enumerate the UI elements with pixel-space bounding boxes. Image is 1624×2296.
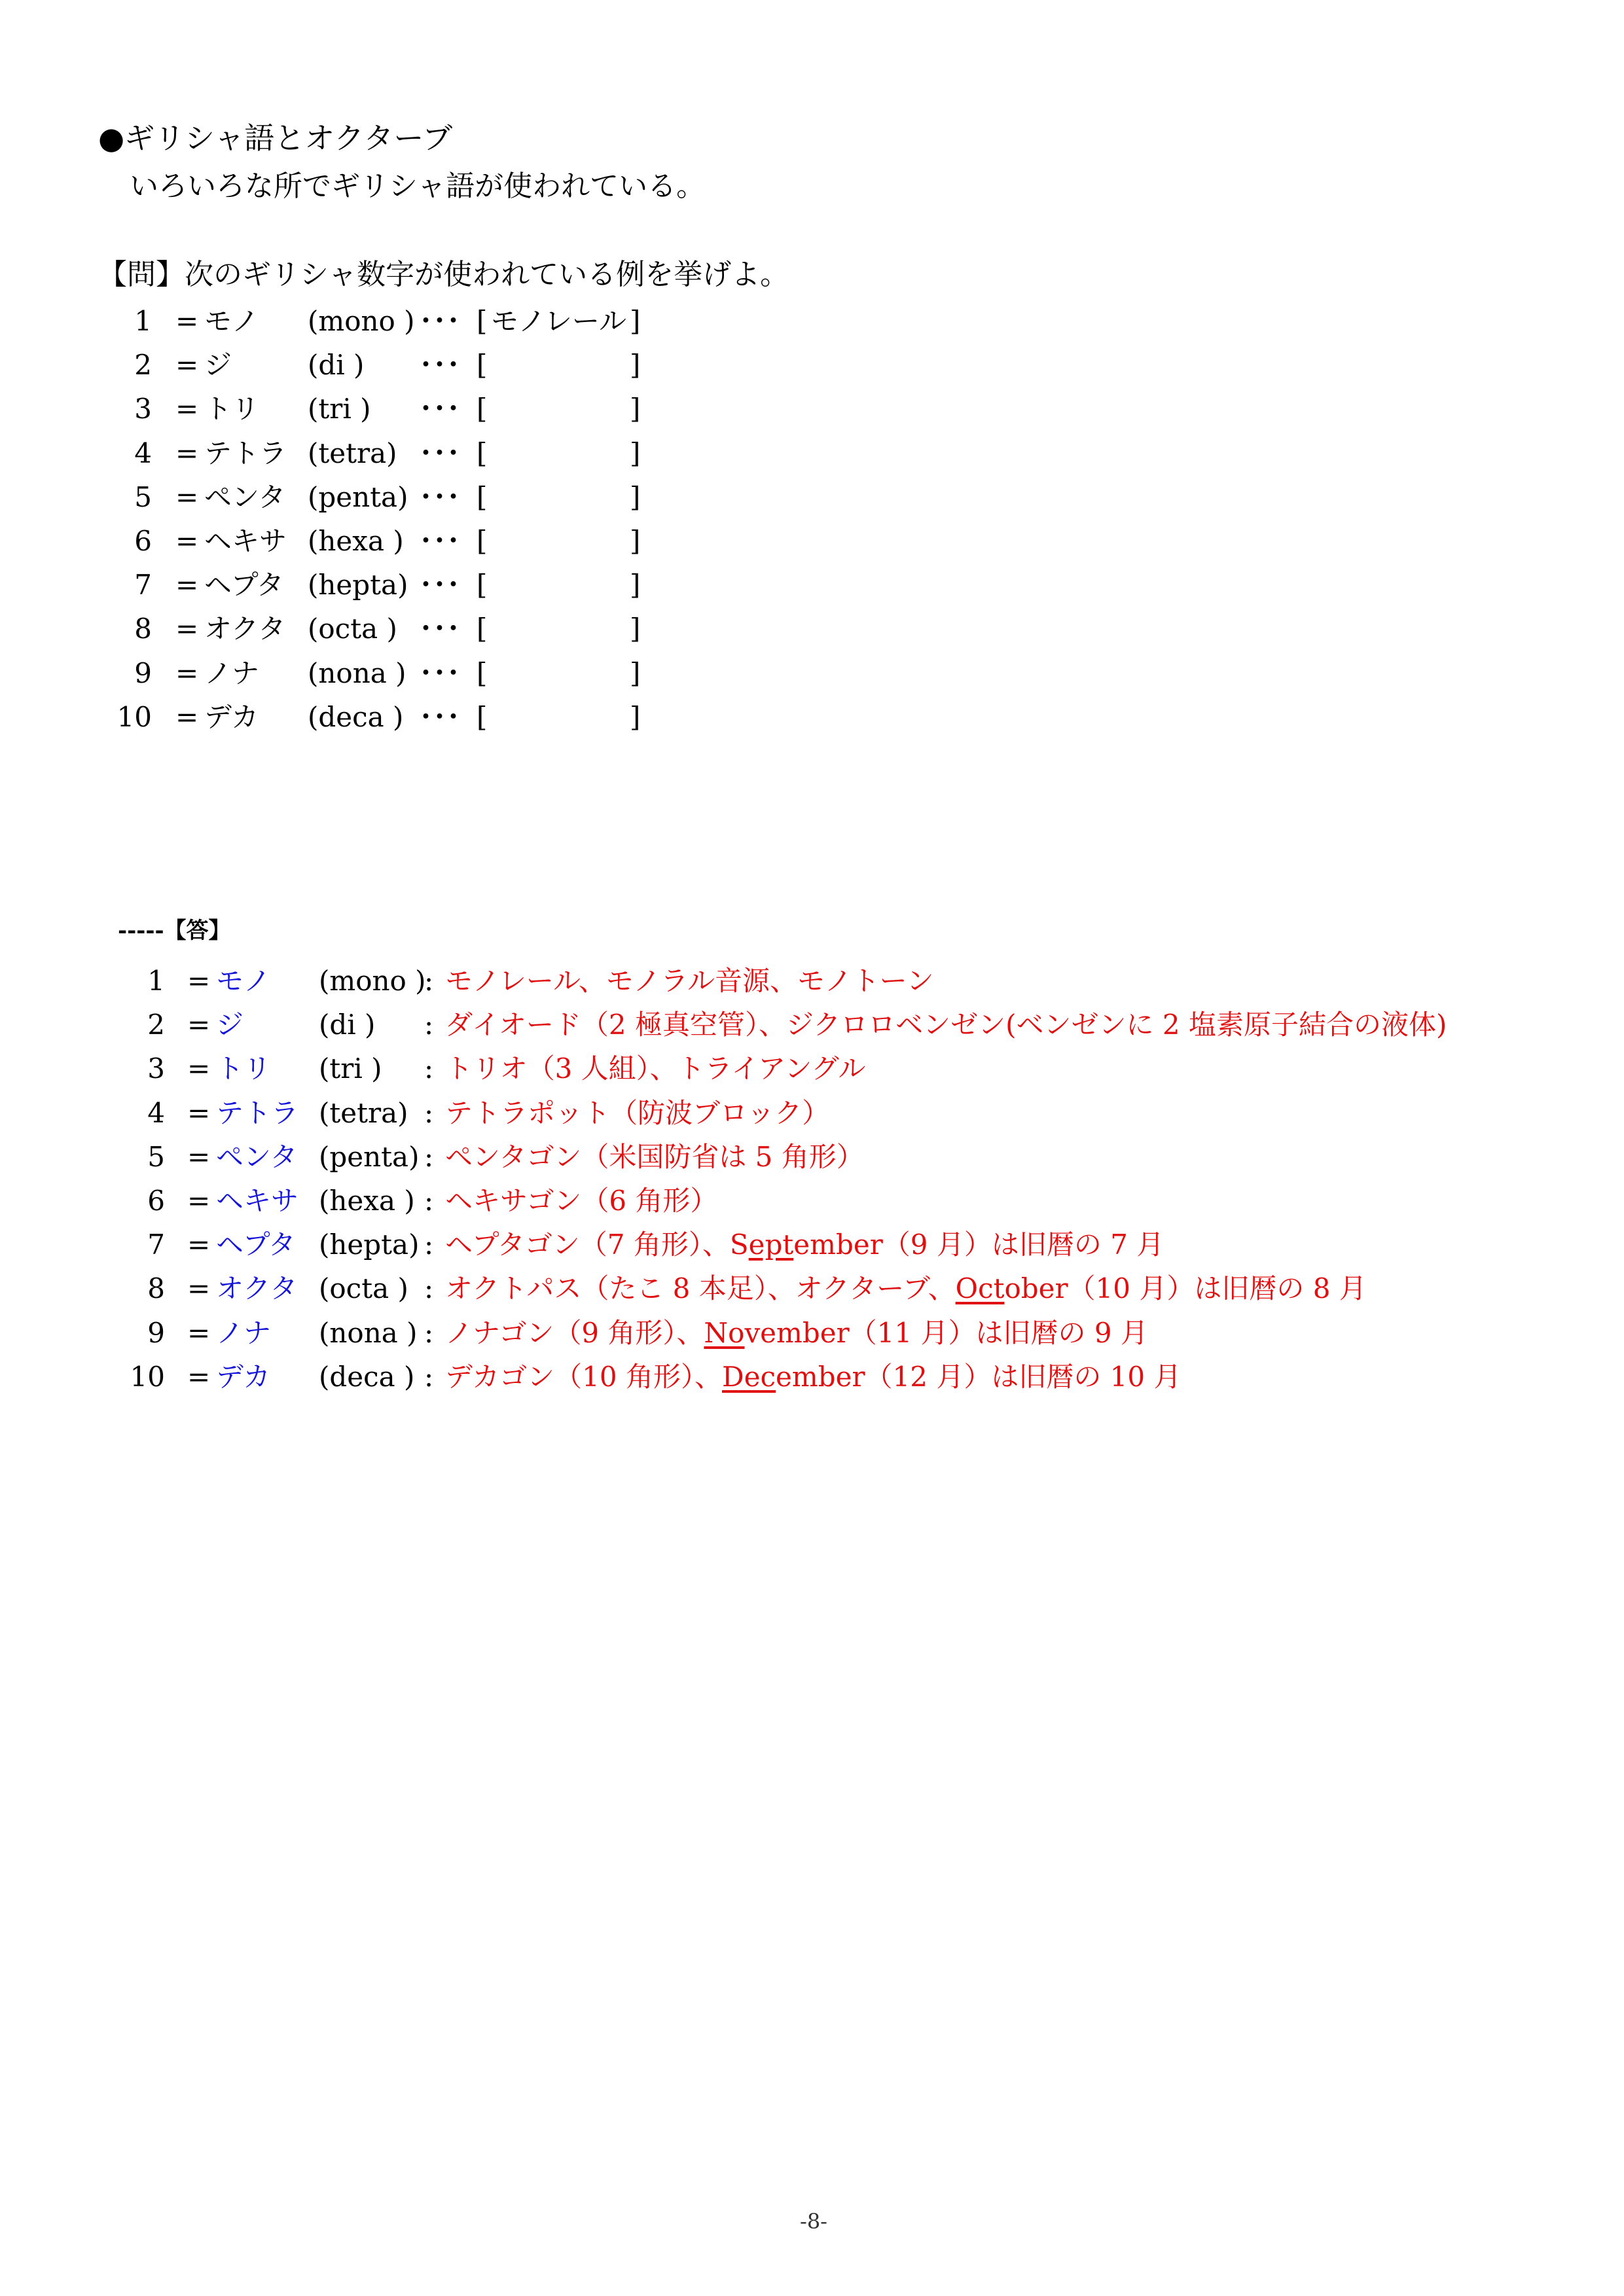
ellipsis: ･･･ <box>419 349 461 382</box>
greek-latin: (hepta) <box>319 1229 420 1261</box>
colon: : <box>424 1096 434 1129</box>
greek-kana: テトラ <box>204 437 287 469</box>
row-number: 7 <box>134 569 152 601</box>
answer-examples: ノナゴン（9 角形）、November（11 月）は旧暦の 9 月 <box>445 1316 1148 1349</box>
ellipsis: ･･･ <box>419 393 461 425</box>
answer-examples: トリオ（3 人組）、トライアングル <box>445 1052 866 1085</box>
ellipsis: ･･･ <box>419 305 461 337</box>
greek-kana: ノナ <box>204 656 260 689</box>
greek-kana: ヘプタ <box>204 569 284 601</box>
greek-latin: (mono ) <box>308 305 415 337</box>
greek-kana: ヘキサ <box>216 1185 299 1217</box>
left-bracket: [ <box>477 349 488 382</box>
greek-kana: ノナ <box>216 1316 272 1349</box>
greek-kana: ジ <box>216 1009 244 1041</box>
row-number: 10 <box>130 1360 165 1393</box>
row-number: 9 <box>147 1316 165 1349</box>
row-number: 8 <box>147 1272 165 1305</box>
ellipsis: ･･･ <box>419 656 461 689</box>
row-number: 10 <box>117 700 152 733</box>
greek-latin: (hexa ) <box>319 1185 415 1217</box>
left-bracket: [ <box>477 393 488 425</box>
greek-latin: (octa ) <box>319 1272 408 1305</box>
greek-kana: ジ <box>204 349 232 382</box>
equals-sign: = <box>175 700 199 733</box>
equals-sign: = <box>175 393 199 425</box>
equals-sign: = <box>175 569 199 601</box>
equals-sign: = <box>175 305 199 337</box>
section-intro: いろいろな所でギリシャ語が使われている。 <box>130 170 706 203</box>
equals-sign: = <box>187 965 211 997</box>
greek-latin: (tri ) <box>319 1052 382 1085</box>
left-bracket: [ <box>477 613 488 645</box>
underlined-prefix: Oct <box>955 1272 1005 1305</box>
answer-examples: モノレール、モノラル音源、モノトーン <box>445 965 934 997</box>
colon: : <box>424 1140 434 1173</box>
row-number: 3 <box>134 393 152 425</box>
equals-sign: = <box>187 1272 211 1305</box>
greek-latin: (tetra) <box>308 437 397 469</box>
left-bracket: [ <box>477 569 488 601</box>
equals-sign: = <box>187 1052 211 1085</box>
greek-latin: (tri ) <box>308 393 371 425</box>
row-number: 4 <box>134 437 152 469</box>
greek-latin: (deca ) <box>308 700 404 733</box>
underlined-prefix: No <box>704 1316 745 1349</box>
ellipsis: ･･･ <box>419 613 461 645</box>
greek-kana: テトラ <box>216 1096 299 1129</box>
greek-kana: トリ <box>216 1052 272 1085</box>
colon: : <box>424 1360 434 1393</box>
answer-examples: デカゴン（10 角形）、December（12 月）は旧暦の 10 月 <box>445 1360 1182 1393</box>
left-bracket: [ <box>477 656 488 689</box>
answer-examples: ダイオード（2 極真空管）、ジクロロベンゼン(ベンゼンに 2 塩素原子結合の液体) <box>445 1009 1447 1041</box>
right-bracket: ] <box>630 437 641 469</box>
underlined-prefix: Dec <box>721 1360 776 1393</box>
row-number: 2 <box>147 1009 165 1041</box>
greek-latin: (mono ) <box>319 965 426 997</box>
ellipsis: ･･･ <box>419 480 461 513</box>
greek-latin: (di ) <box>308 349 365 382</box>
row-number: 3 <box>147 1052 165 1085</box>
equals-sign: = <box>187 1360 211 1393</box>
equals-sign: = <box>187 1096 211 1129</box>
greek-latin: (penta) <box>308 480 408 513</box>
colon: : <box>424 1272 434 1305</box>
equals-sign: = <box>187 1140 211 1173</box>
greek-kana: モノ <box>216 965 271 997</box>
right-bracket: ] <box>630 525 641 557</box>
answer-examples: テトラポット（防波ブロック） <box>445 1096 830 1129</box>
row-number: 5 <box>147 1140 165 1173</box>
greek-latin: (nona ) <box>308 656 406 689</box>
equals-sign: = <box>175 480 199 513</box>
left-bracket: [ <box>477 437 488 469</box>
row-number: 5 <box>134 480 152 513</box>
row-number: 2 <box>134 349 152 382</box>
question-heading: 【問】次のギリシャ数字が使われている例を挙げよ。 <box>98 258 789 291</box>
section-title: ●ギリシャ語とオクターブ <box>98 120 453 156</box>
row-number: 4 <box>147 1096 165 1129</box>
left-bracket: [ <box>477 480 488 513</box>
greek-kana: ヘプタ <box>216 1229 296 1261</box>
left-bracket: [ <box>477 525 488 557</box>
greek-latin: (deca ) <box>319 1360 415 1393</box>
right-bracket: ] <box>630 349 641 382</box>
right-bracket: ] <box>630 569 641 601</box>
equals-sign: = <box>175 349 199 382</box>
right-bracket: ] <box>630 656 641 689</box>
colon: : <box>424 1052 434 1085</box>
greek-kana: デカ <box>216 1360 271 1393</box>
greek-latin: (hepta) <box>308 569 408 601</box>
greek-kana: ペンタ <box>216 1140 298 1173</box>
equals-sign: = <box>175 525 199 557</box>
equals-sign: = <box>187 1009 211 1041</box>
greek-latin: (nona ) <box>319 1316 418 1349</box>
row-number: 8 <box>134 613 152 645</box>
row-number: 6 <box>134 525 152 557</box>
row-number: 7 <box>147 1229 165 1261</box>
greek-kana: ヘキサ <box>204 525 287 557</box>
answer-examples: オクトパス（たこ 8 本足）、オクターブ、October（10 月）は旧暦の 8 月 <box>445 1272 1367 1305</box>
greek-kana: トリ <box>204 393 260 425</box>
equals-sign: = <box>187 1229 211 1261</box>
left-bracket: [ <box>477 700 488 733</box>
colon: : <box>424 965 434 997</box>
right-bracket: ] <box>630 613 641 645</box>
answer-heading: -----【答】 <box>118 918 231 944</box>
equals-sign: = <box>187 1316 211 1349</box>
greek-kana: デカ <box>204 700 259 733</box>
right-bracket: ] <box>630 305 641 337</box>
equals-sign: = <box>175 656 199 689</box>
right-bracket: ] <box>630 700 641 733</box>
right-bracket: ] <box>630 393 641 425</box>
greek-latin: (octa ) <box>308 613 397 645</box>
ellipsis: ･･･ <box>419 525 461 557</box>
row-number: 1 <box>147 965 165 997</box>
greek-kana: オクタ <box>216 1272 298 1305</box>
equals-sign: = <box>175 437 199 469</box>
row-number: 6 <box>147 1185 165 1217</box>
colon: : <box>424 1229 434 1261</box>
equals-sign: = <box>175 613 199 645</box>
greek-kana: オクタ <box>204 613 286 645</box>
greek-kana: ペンタ <box>204 480 286 513</box>
row-number: 9 <box>134 656 152 689</box>
row-number: 1 <box>134 305 152 337</box>
underlined-prefix: ept <box>748 1229 794 1261</box>
ellipsis: ･･･ <box>419 700 461 733</box>
greek-kana: モノ <box>204 305 259 337</box>
greek-latin: (tetra) <box>319 1096 408 1129</box>
answer-examples: ヘキサゴン（6 角形） <box>445 1185 718 1217</box>
answer-examples: ペンタゴン（米国防省は 5 角形） <box>445 1140 864 1173</box>
colon: : <box>424 1009 434 1041</box>
greek-latin: (di ) <box>319 1009 376 1041</box>
equals-sign: = <box>187 1185 211 1217</box>
answer-examples: ヘプタゴン（7 角形）、September（9 月）は旧暦の 7 月 <box>445 1229 1164 1261</box>
page-number: -8- <box>800 2209 827 2234</box>
colon: : <box>424 1316 434 1349</box>
ellipsis: ･･･ <box>419 569 461 601</box>
left-bracket: [ <box>477 305 488 337</box>
greek-latin: (hexa ) <box>308 525 404 557</box>
right-bracket: ] <box>630 480 641 513</box>
example-answer: モノレール <box>491 305 627 337</box>
ellipsis: ･･･ <box>419 437 461 469</box>
greek-latin: (penta) <box>319 1140 420 1173</box>
colon: : <box>424 1185 434 1217</box>
